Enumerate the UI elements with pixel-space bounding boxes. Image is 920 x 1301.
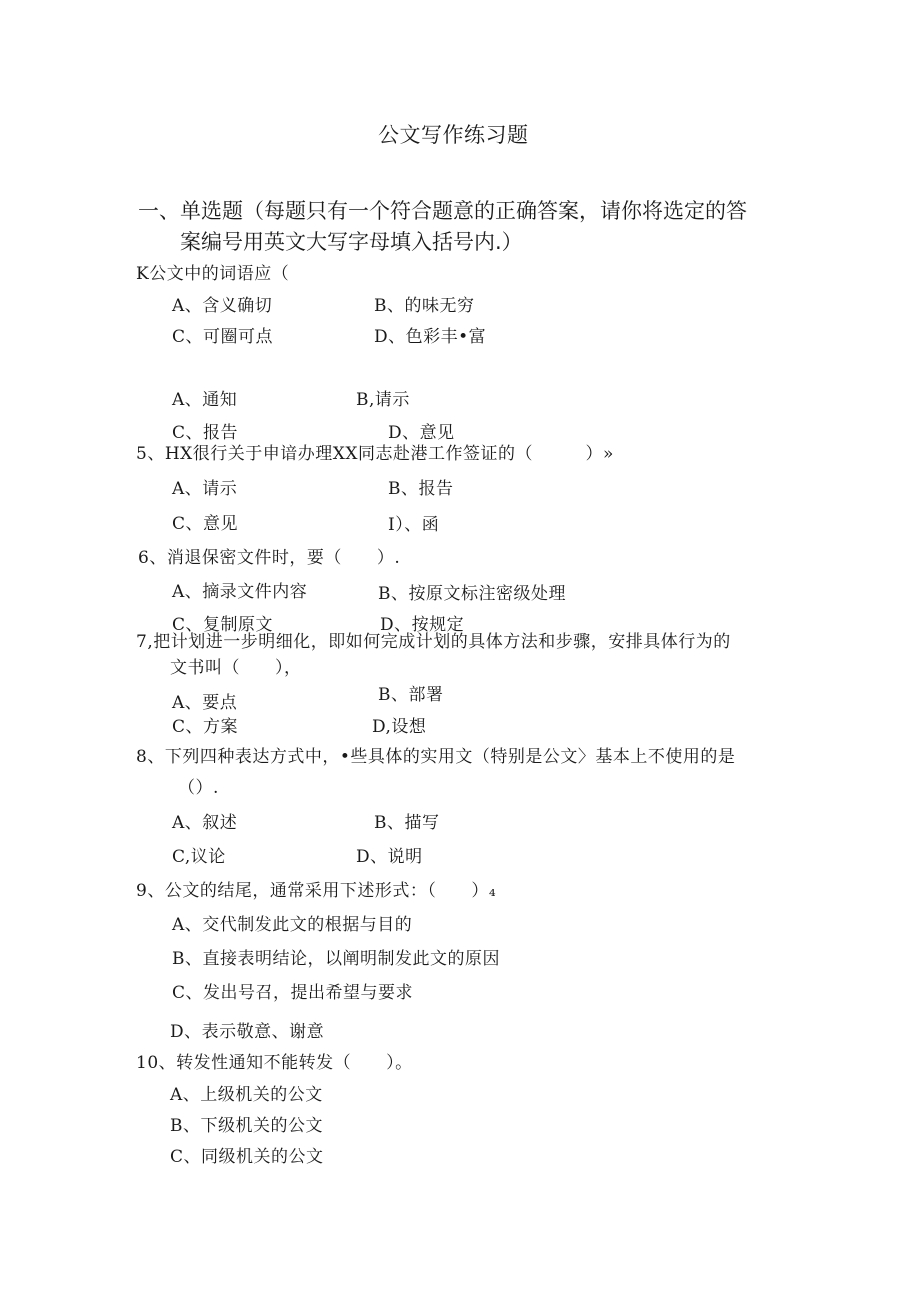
question-7-option-b: B、部署	[378, 685, 444, 705]
question-1-option-d: D、色彩丰•富	[374, 327, 487, 347]
question-7-option-a: A、要点	[172, 693, 238, 713]
question-10-option-b: B、下级机关的公文	[170, 1116, 323, 1136]
question-gap-option-c: C、报告	[172, 423, 239, 443]
question-9-option-b: B、直接表明结论，以阐明制发此文的原因	[172, 949, 500, 969]
question-10-text: 10、转发性通知不能转发（ ）。	[136, 1053, 413, 1073]
question-5-option-a: A、请示	[172, 479, 238, 499]
section-heading-line2: 案编号用英文大写字母填入括号内.）	[180, 230, 523, 254]
question-1-option-c: C、可圈可点	[172, 327, 274, 347]
question-9-text: 9、公文的结尾，通常采用下述形式：（ ）₄	[136, 881, 497, 901]
question-9-option-d: D、表示敬意、谢意	[170, 1022, 325, 1042]
question-7-text-line1: 7,把计划进一步明细化，即如何完成计划的具体方法和步骤，安排具体行为的	[136, 632, 731, 652]
question-9-option-a: A、交代制发此文的根据与目的	[172, 915, 413, 935]
question-6-option-d-partial: D、按规定	[380, 615, 465, 635]
question-5-text: 5、HX很行关于申谙办理XX同志赴港工作签证的（ ）»	[136, 444, 614, 464]
question-5-option-c: C、意见	[172, 514, 239, 534]
question-8-option-a: A、叙述	[172, 813, 238, 833]
question-gap-option-a: A、通知	[172, 390, 238, 410]
question-6-text: 6、消退保密文件时，要（ ）.	[138, 548, 401, 568]
question-6-option-b: B、按原文标注密级处理	[378, 584, 566, 604]
question-5-option-d: I）、函	[388, 515, 440, 535]
question-7-option-c: C、方案	[172, 717, 239, 737]
page-title: 公文写作练习题	[378, 123, 529, 147]
question-10-option-c: C、同级机关的公文	[170, 1147, 324, 1167]
question-6-option-c-partial: C、复制原文	[172, 615, 274, 635]
section-heading-line1: 一、单选题（每题只有一个符合题意的正确答案，请你将选定的答	[138, 199, 747, 223]
question-8-text-line2: （）.	[178, 778, 219, 798]
question-8-option-b: B、描写	[374, 813, 440, 833]
question-6-option-a: A、摘录文件内容	[172, 582, 308, 602]
question-10-option-a: A、上级机关的公文	[170, 1085, 323, 1105]
question-1-text: K公文中的词语应（	[136, 264, 290, 284]
question-gap-option-b: B,请示	[356, 390, 410, 410]
question-7-option-d: D,设想	[372, 717, 427, 737]
question-9-option-c: C、发出号召，提出希望与要求	[172, 983, 414, 1003]
question-8-option-c: C,议论	[172, 847, 226, 867]
question-5-option-b: B、报告	[388, 479, 454, 499]
question-7-text-line2: 文书叫（ ），	[170, 658, 302, 678]
question-8-option-d: D、说明	[356, 847, 423, 867]
question-gap-option-d: D、意见	[388, 423, 455, 443]
question-1-option-a: A、含义确切	[172, 296, 273, 316]
question-8-text-line1: 8、下列四种表达方式中，•些具体的实用文（特别是公文〉基本上不使用的是	[136, 747, 736, 767]
question-1-option-b: B、的味无穷	[374, 296, 475, 316]
